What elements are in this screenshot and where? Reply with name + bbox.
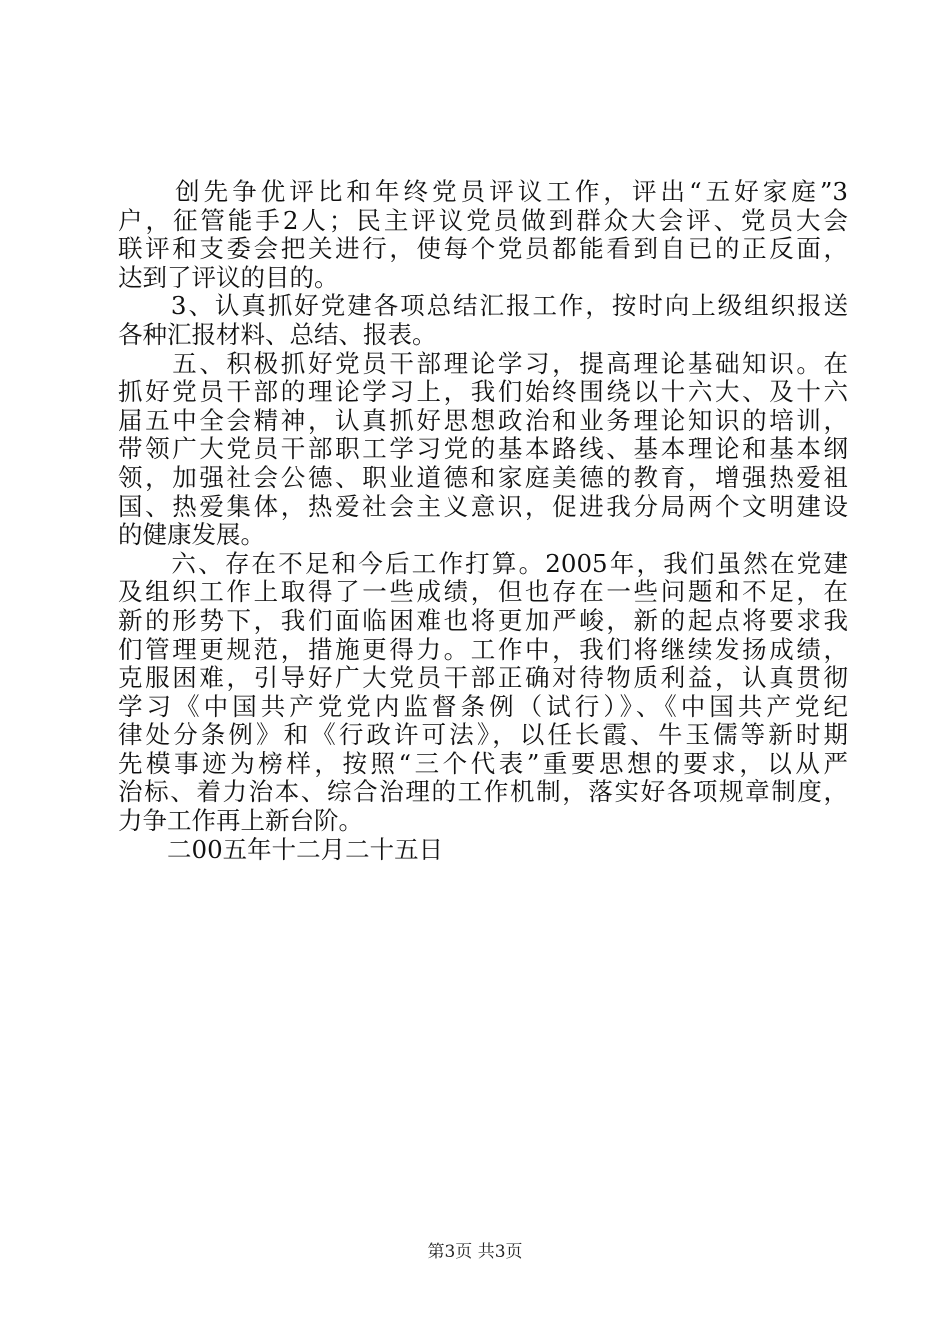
text-line: 力争工作再上新台阶。	[118, 806, 363, 836]
text-line: 联评和支委会把关进行，使每个党员都能看到自已的正反面，	[118, 234, 848, 264]
text-line: 抓好党员干部的理论学习上，我们始终围绕以十六大、及十六	[118, 377, 848, 407]
text-line: 各种汇报材料、总结、报表。	[118, 319, 437, 349]
text-line: 学习《中国共产党党内监督条例（试行）》、《中国共产党纪	[118, 691, 848, 721]
text-line: 3、认真抓好党建各项总结汇报工作，按时向上级组织报送	[118, 291, 848, 321]
text-line: 先模事迹为榜样，按照“三个代表”重要思想的要求，以从严	[118, 748, 848, 778]
text-line: 及组织工作上取得了一些成绩，但也存在一些问题和不足，在	[118, 577, 848, 607]
document-body	[118, 178, 848, 864]
text-line: 五、积极抓好党员干部理论学习，提高理论基础知识。在	[118, 348, 848, 378]
text-line: 的健康发展。	[118, 520, 265, 550]
text-line: 新的形势下，我们面临困难也将更加严峻，新的起点将要求我	[118, 605, 848, 635]
text-line: 达到了评议的目的。	[118, 262, 339, 292]
page-number-footer: 第3页 共3页	[427, 1242, 523, 1262]
text-line: 领，加强社会公德、职业道德和家庭美德的教育，增强热爱祖	[118, 462, 848, 492]
text-line: 户，征管能手2人；民主评议党员做到群众大会评、党员大会	[118, 205, 848, 235]
text-line: 六、存在不足和今后工作打算。2005年，我们虽然在党建	[118, 548, 848, 578]
text-line: 国、热爱集体，热爱社会主义意识，促进我分局两个文明建设	[118, 491, 848, 521]
date-line: 二00五年十二月二十五日	[118, 834, 444, 864]
text-line: 们管理更规范，措施更得力。工作中，我们将继续发扬成绩，	[118, 634, 848, 664]
text-line: 律处分条例》和《行政许可法》，以任长霞、牛玉儒等新时期	[118, 720, 848, 750]
text-line: 带领广大党员干部职工学习党的基本路线、基本理论和基本纲	[118, 434, 848, 464]
text-line: 治标、着力治本、综合治理的工作机制，落实好各项规章制度，	[118, 777, 848, 807]
text-line: 创先争优评比和年终党员评议工作，评出“五好家庭”3	[118, 177, 848, 206]
text-line: 克服困难，引导好广大党员干部正确对待物质利益，认真贯彻	[118, 663, 848, 693]
text-line: 届五中全会精神，认真抓好思想政治和业务理论知识的培训，	[118, 405, 848, 435]
